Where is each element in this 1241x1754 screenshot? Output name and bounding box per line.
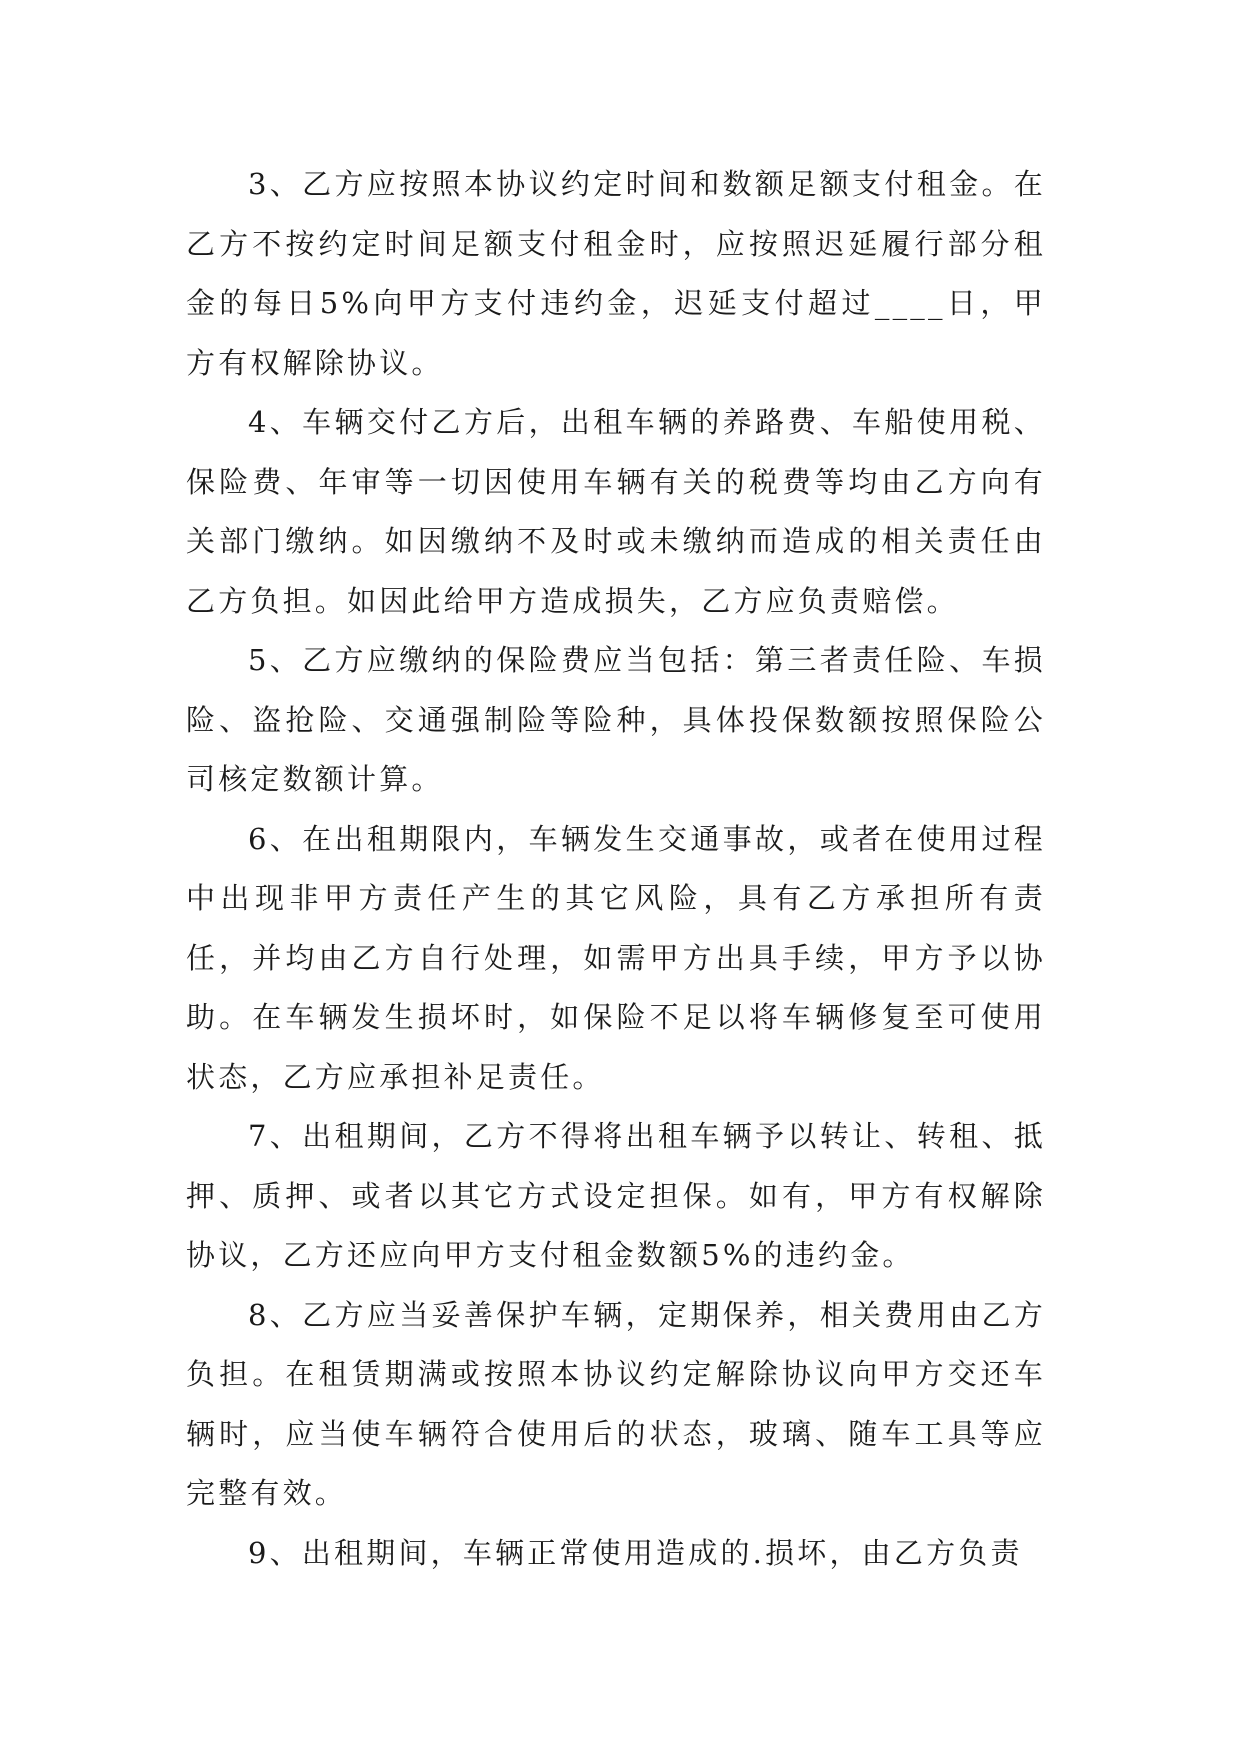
- clause-8: 8、乙方应当妥善保护车辆，定期保养，相关费用由乙方负担。在租赁期满或按照本协议约定解除协议向甲方交还车辆时，应当使车辆符合使用后的状态，玻璃、随车工具等应完整有效。: [186, 1297, 1046, 1510]
- clause-7: 7、出租期间，乙方不得将出租车辆予以转让、转租、抵押、质押、或者以其它方式设定担保。如有，甲方有权解除协议，乙方还应向甲方支付租金数额5%的违约金。: [186, 1119, 1046, 1272]
- clause-9: 9、出租期间，车辆正常使用造成的.损坏，由乙方负责: [248, 1535, 1023, 1570]
- clause-4: 4、车辆交付乙方后，出租车辆的养路费、车船使用税、保险费、年审等一切因使用车辆有关的税费等均由乙方向有关部门缴纳。如因缴纳不及时或未缴纳而造成的相关责任由乙方负担。如因此给甲方造成损失，乙方应负责赔偿。: [186, 405, 1046, 618]
- clause-5: 5、乙方应缴纳的保险费应当包括：第三者责任险、车损险、盗抢险、交通强制险等险种，具体投保数额按照保险公司核定数额计算。: [186, 643, 1046, 796]
- clause-6: 6、在出租期限内，车辆发生交通事故，或者在使用过程中出现非甲方责任产生的其它风险，具有乙方承担所有责任，并均由乙方自行处理，如需甲方出具手续，甲方予以协助。在车辆发生损坏时，如保险不足以将车辆修复至可使用状态，乙方应承担补足责任。: [186, 821, 1046, 1094]
- clause-3: 3、乙方应按照本协议约定时间和数额足额支付租金。在乙方不按约定时间足额支付租金时，应按照迟延履行部分租金的每日5%向甲方支付违约金，迟延支付超过____日，甲方有权解除协议。: [186, 167, 1046, 380]
- document-body: [186, 155, 1046, 1583]
